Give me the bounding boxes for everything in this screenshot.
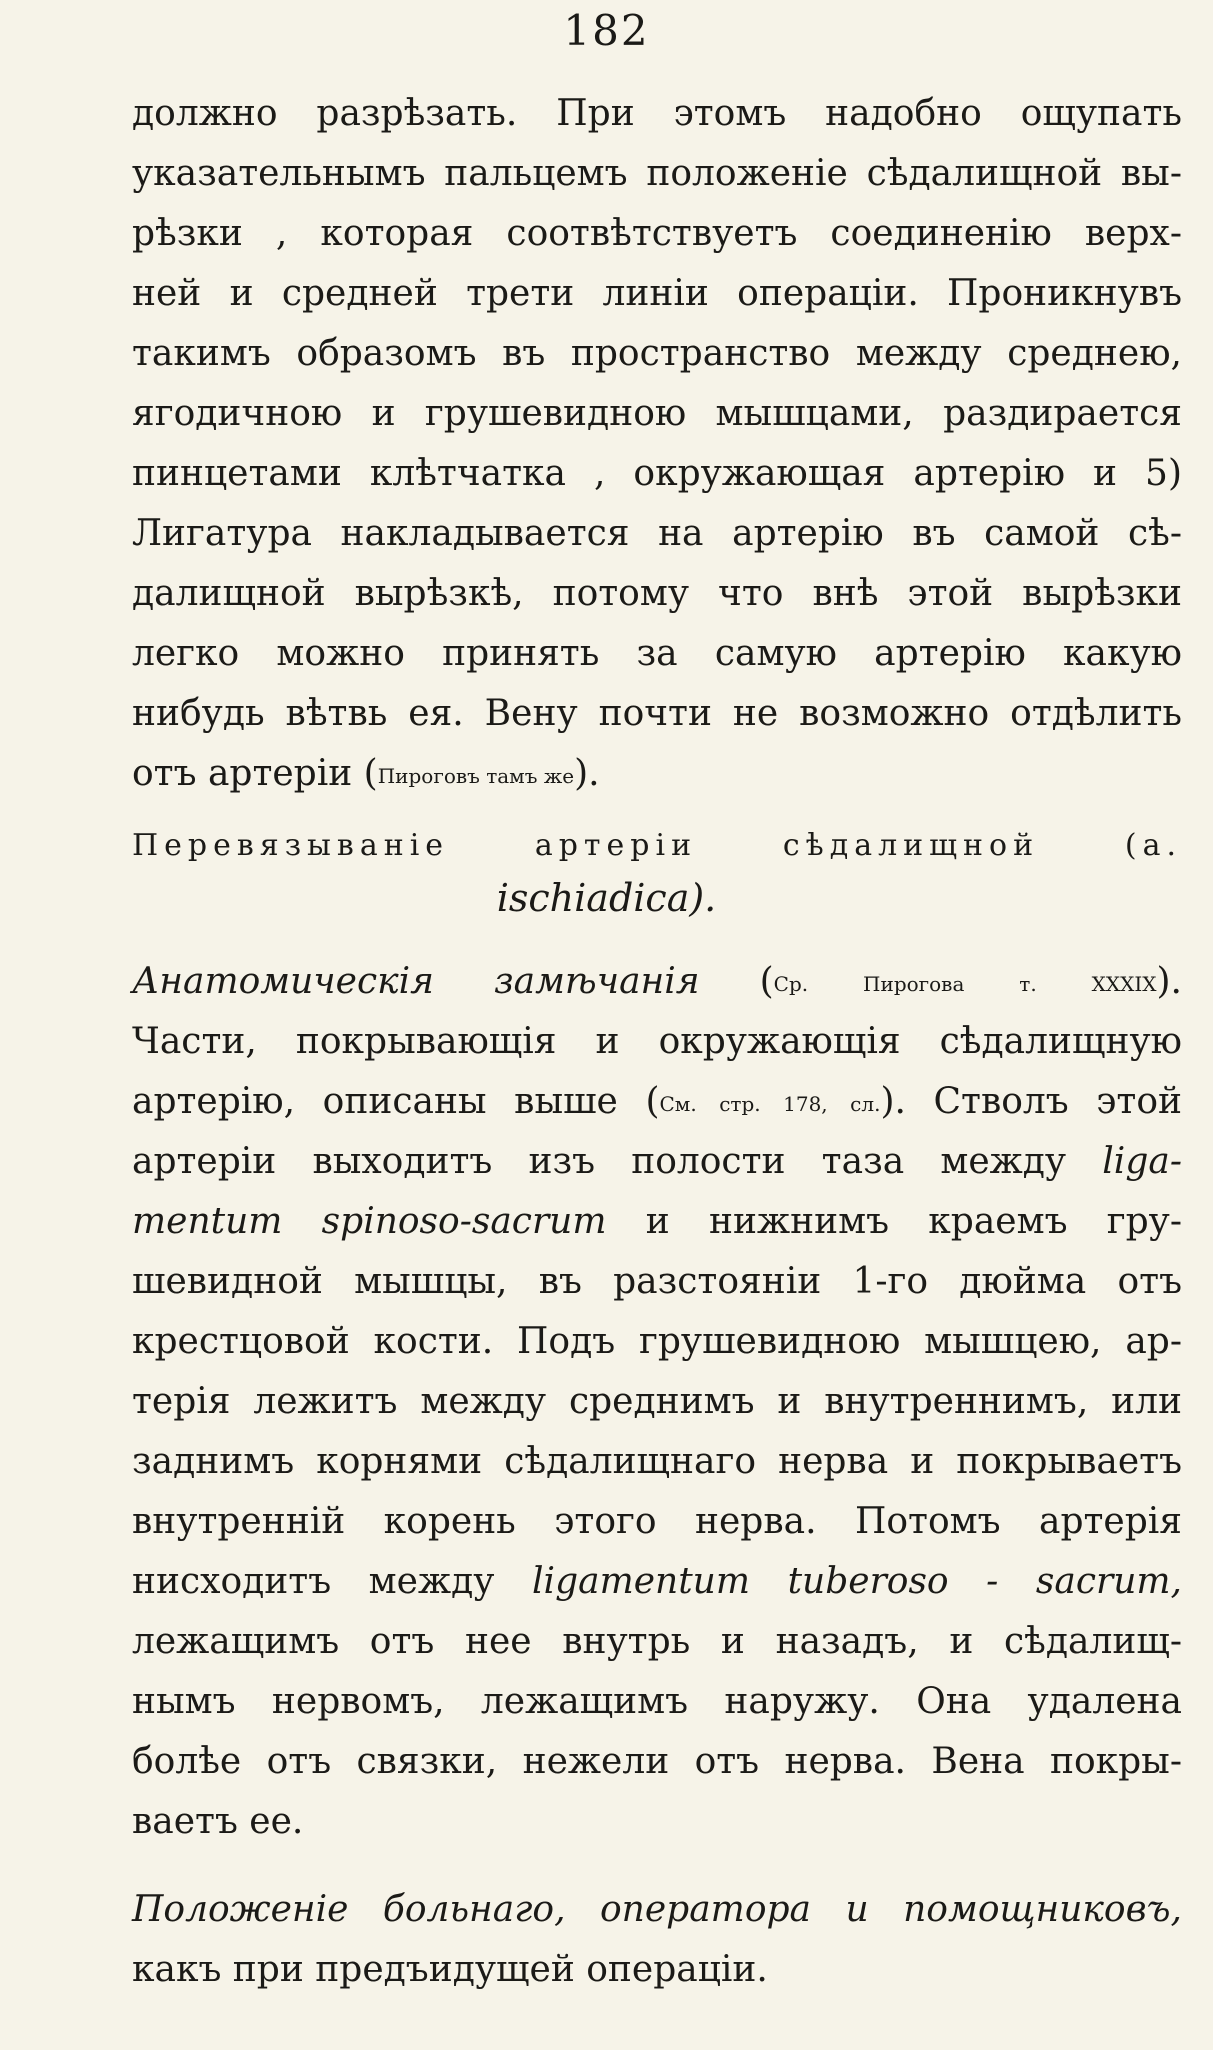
text-line: внутренній корень этого нерва. Потомъ артерія [132, 1501, 1182, 1542]
latin-term: mentum spinoso-sacrum [132, 1201, 607, 1242]
reference-note: Пироговъ тамъ же [377, 764, 575, 788]
text-line: нымъ нервомъ, лежащимъ наружу. Она удалена [132, 1681, 1182, 1722]
text-line: пинцетами клѣтчатка , окружающая артерію и 5) [132, 453, 1182, 494]
text-fragment: ). Стволъ этой [880, 1081, 1183, 1122]
text-line: шевидной мышцы, въ разстояніи 1-го дюйма отъ [132, 1261, 1182, 1302]
text-line: лежащимъ отъ нее внутрь и назадъ, и сѣдалищ- [132, 1621, 1182, 1662]
text-line: ваетъ ее. [132, 1801, 304, 1842]
section-heading-latin: ischiadica). [496, 876, 717, 920]
text-fragment: ( [699, 961, 774, 1002]
text-line: заднимъ корнями сѣдалищнаго нерва и покрываетъ [132, 1441, 1182, 1482]
italic-lead: Анатомическія замѣчанія [132, 961, 700, 1002]
text-line: ней и средней трети линіи операціи. Проникнувъ [132, 273, 1182, 314]
text-fragment: ). [1156, 961, 1182, 1002]
section-heading: Перевязываніе артеріи сѣдалищной (a. [132, 828, 1182, 863]
text-line [132, 1192, 1182, 1252]
text-line: указательнымъ пальцемъ положеніе сѣдалищной вы- [132, 153, 1182, 194]
paragraph-ligature-ending [132, 84, 1182, 804]
reference-note: См. стр. 178, сл. [659, 1092, 881, 1116]
text-line: Положеніе больнаго, оператора и помощниковъ, [132, 1889, 1182, 1930]
text-line: нибудь вѣтвь ея. Вену почти не возможно отдѣлить [132, 693, 1182, 734]
paragraph-anatomical-notes [132, 952, 1182, 1852]
text-fragment: артерію, описаны выше ( [132, 1081, 660, 1122]
page-number: 182 [563, 6, 650, 55]
paragraph-patient-position [132, 1880, 1182, 2000]
text-line: какъ при предъидущей операціи. [132, 1949, 768, 1990]
text-fragment: нисходитъ между [132, 1561, 533, 1602]
text-line [132, 1132, 1182, 1192]
text-fragment: ). [574, 753, 600, 794]
text-line [132, 1072, 1182, 1132]
text-line: Лигатура накладывается на артерію въ самой сѣ- [132, 513, 1182, 554]
text-line [132, 744, 1182, 804]
text-fragment: отъ артеріи ( [132, 753, 378, 794]
text-fragment: артеріи выходитъ изъ полости таза между [132, 1141, 1103, 1182]
reference-note: Ср. Пирогова т. XXXIX [773, 972, 1157, 996]
latin-term: liga- [1102, 1141, 1182, 1182]
text-line: далищной вырѣзкѣ, потому что внѣ этой вырѣзки [132, 573, 1182, 614]
text-line: болѣе отъ связки, нежели отъ нерва. Вена покры- [132, 1741, 1182, 1782]
text-line: ягодичною и грушевидною мышцами, раздирается [132, 393, 1182, 434]
text-line: терія лежитъ между среднимъ и внутреннимъ, или [132, 1381, 1182, 1422]
text-line [132, 1552, 1182, 1612]
text-fragment: и нижнимъ краемъ гру- [606, 1201, 1182, 1242]
text-line: рѣзки , которая соотвѣтствуетъ соединенію верх- [132, 213, 1182, 254]
text-line: легко можно принять за самую артерію какую [132, 633, 1182, 674]
text-line: Части, покрывающія и окружающія сѣдалищную [132, 1021, 1182, 1062]
text-line [132, 952, 1182, 1012]
text-line: должно разрѣзать. При этомъ надобно ощупать [132, 93, 1182, 134]
latin-term: ligamentum tuberoso - sacrum, [532, 1561, 1183, 1602]
text-line: крестцовой кости. Подъ грушевидною мышцею, ар- [132, 1321, 1182, 1362]
text-line: такимъ образомъ въ пространство между среднею, [132, 333, 1182, 374]
